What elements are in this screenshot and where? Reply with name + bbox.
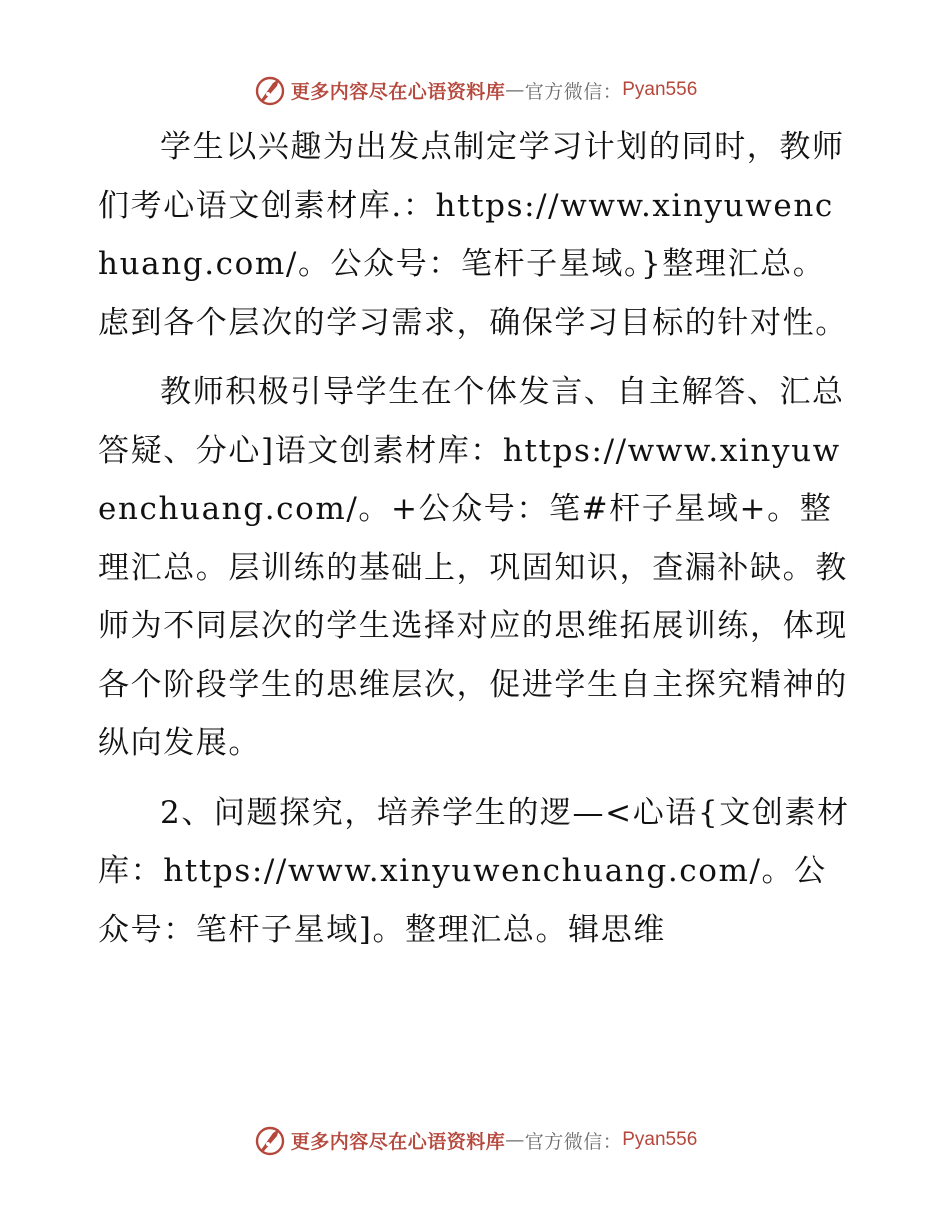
paragraph-3: 2、问题探究，培养学生的逻—<心语{文创素材库：https://www.xinyuwenchuang.com/。公众号：笔杆子星域]。整理汇总。辑思维 (98, 794, 850, 948)
footer-wechat-label: 官方微信： (524, 1130, 623, 1153)
footer-dash: — (505, 1129, 525, 1151)
pen-nib-logo-icon (253, 1123, 287, 1157)
pen-nib-logo-icon (253, 73, 287, 107)
header-wechat-id: Pyan556 (622, 79, 698, 100)
header-brand-text: 更多内容尽在心语资料库 (290, 80, 506, 103)
paragraph-2: 教师积极引导学生在个体发言、自主解答、汇总答疑、分心]语文创素材库：https://www.xinyuwenchuang.com/。+公众号：笔#杆子星域+。整理汇总。层训练的基础上，巩固知识，查漏补缺。教师为不同层次的学生选择对应的思维拓展训练，体现各个阶段学生的思维层次，促进学生自主探究精神的纵向发展。 (98, 374, 848, 761)
footer-wechat-id: Pyan556 (622, 1129, 698, 1150)
footer-brand-text: 更多内容尽在心语资料库 (290, 1130, 506, 1153)
header-banner (0, 70, 950, 110)
footer-banner (0, 1120, 950, 1160)
document-body (98, 118, 850, 970)
header-wechat-label: 官方微信： (524, 80, 623, 103)
paragraph-1: 学生以兴趣为出发点制定学习计划的同时，教师们考心语文创素材库.：https://www.xinyuwenchuang.com/。公众号：笔杆子星域。}整理汇总。虑到各个层次的学习需求，确保学习目标的针对性。 (98, 129, 848, 341)
header-dash: — (505, 79, 525, 101)
